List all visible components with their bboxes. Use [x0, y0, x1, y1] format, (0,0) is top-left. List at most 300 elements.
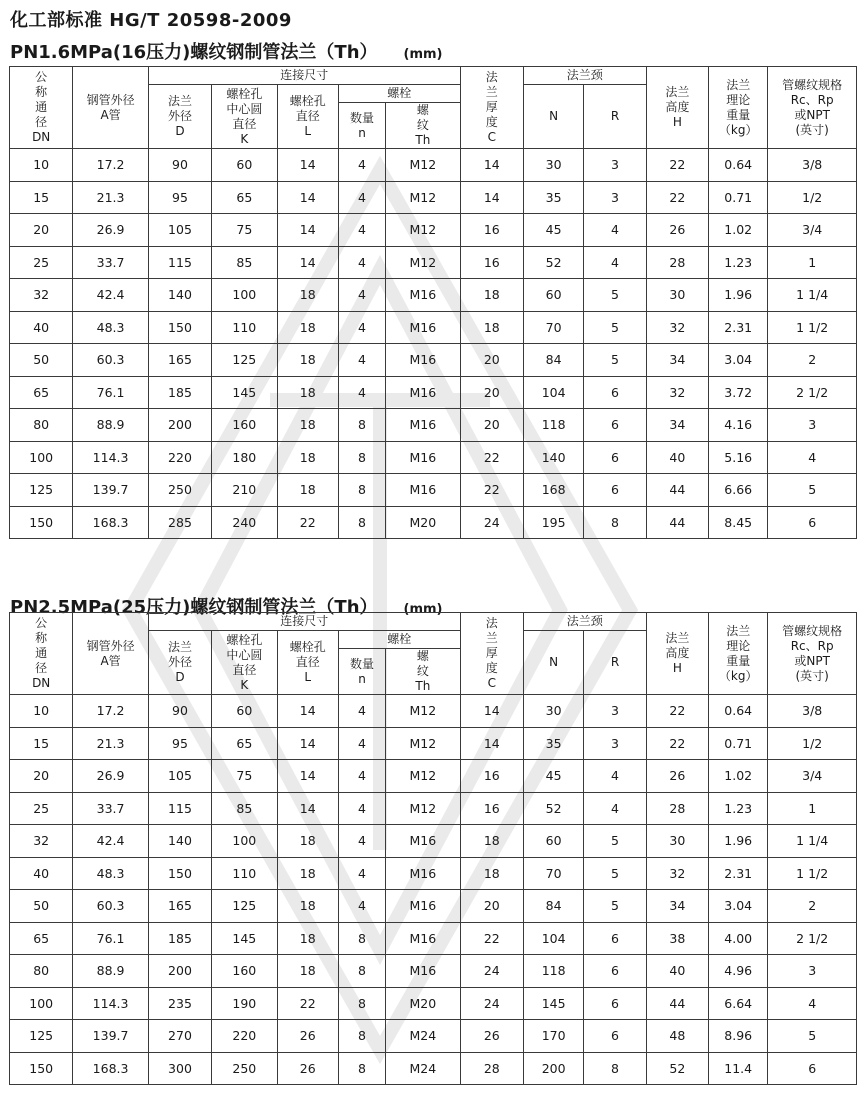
table-cell: 26.9	[73, 760, 148, 793]
header-bolt-qty	[338, 649, 385, 695]
table-cell: 32	[10, 279, 73, 312]
table-cell: 125	[212, 890, 277, 923]
table-cell: 1.96	[709, 825, 768, 858]
table-cell: 22	[646, 727, 708, 760]
table-cell: 8	[338, 409, 385, 442]
table-cell: 18	[460, 857, 523, 890]
table-cell: 80	[10, 409, 73, 442]
table-cell: 16	[460, 214, 523, 247]
table-cell: 160	[212, 409, 277, 442]
table-cell: 14	[460, 181, 523, 214]
table-cell: 34	[646, 409, 708, 442]
table-row	[10, 149, 857, 182]
header-label: 螺栓孔 直径 L	[289, 94, 326, 138]
table-cell: 145	[212, 922, 277, 955]
table-cell: 3/4	[768, 760, 857, 793]
table-cell: M16	[386, 441, 460, 474]
table-cell: 2	[768, 890, 857, 923]
table-cell: 20	[460, 376, 523, 409]
table-cell: 24	[460, 955, 523, 988]
table-cell: 65	[10, 376, 73, 409]
table-cell: 240	[212, 506, 277, 539]
table-cell: 235	[148, 987, 211, 1020]
table-row	[10, 695, 857, 728]
table-cell: 1	[768, 792, 857, 825]
table-cell: 125	[10, 1020, 73, 1053]
table-cell: 4	[338, 344, 385, 377]
table-cell: 18	[277, 279, 338, 312]
table-cell: 22	[646, 695, 708, 728]
header-bolt	[338, 631, 460, 649]
table-cell: 1 1/4	[768, 825, 857, 858]
table-cell: 17.2	[73, 149, 148, 182]
table-cell: 18	[277, 955, 338, 988]
table-cell: 220	[148, 441, 211, 474]
table-cell: 1.02	[709, 760, 768, 793]
table-cell: 60.3	[73, 344, 148, 377]
table-cell: 28	[460, 1052, 523, 1085]
table-cell: 4	[584, 760, 646, 793]
table-cell: 3	[584, 695, 646, 728]
table-cell: 1	[768, 246, 857, 279]
table-row	[10, 246, 857, 279]
table-cell: 5	[584, 311, 646, 344]
table-cell: 145	[523, 987, 583, 1020]
table-cell: 115	[148, 246, 211, 279]
table-cell: 24	[460, 506, 523, 539]
table-cell: 33.7	[73, 246, 148, 279]
table-cell: 140	[148, 279, 211, 312]
table-cell: 70	[523, 857, 583, 890]
table-cell: M24	[386, 1052, 460, 1085]
header-flange-od	[148, 85, 211, 149]
table-cell: M20	[386, 506, 460, 539]
table-cell: 60	[523, 825, 583, 858]
table-row	[10, 376, 857, 409]
table-row	[10, 279, 857, 312]
table-cell: 15	[10, 181, 73, 214]
table-cell: 100	[10, 441, 73, 474]
table-cell: 4	[338, 279, 385, 312]
table-cell: 8.45	[709, 506, 768, 539]
table-cell: 65	[10, 922, 73, 955]
table-cell: 84	[523, 344, 583, 377]
table-row	[10, 474, 857, 507]
table-cell: 8	[338, 506, 385, 539]
header-label: 法 兰 厚 度 C	[485, 70, 498, 144]
header-thread-spec	[768, 67, 857, 149]
table-cell: 3	[584, 727, 646, 760]
table-cell: 104	[523, 376, 583, 409]
table-cell: 35	[523, 727, 583, 760]
table-cell: 76.1	[73, 922, 148, 955]
table-cell: 5.16	[709, 441, 768, 474]
header-label: R	[610, 109, 620, 123]
table-cell: 70	[523, 311, 583, 344]
header-flange-od	[148, 631, 211, 695]
table-cell: 100	[10, 987, 73, 1020]
table-cell: 60	[212, 695, 277, 728]
header-connection	[148, 613, 460, 631]
table-cell: M12	[386, 246, 460, 279]
table-cell: 34	[646, 890, 708, 923]
table-cell: 8	[338, 1052, 385, 1085]
header-label: 管螺纹规格 Rc、Rp 或NPT (英寸)	[782, 623, 843, 683]
table-cell: 150	[148, 857, 211, 890]
header-label: N	[549, 655, 559, 669]
header-pipe-od	[73, 613, 148, 695]
header-neck	[523, 613, 646, 631]
table-cell: 5	[584, 890, 646, 923]
header-label: N	[549, 109, 559, 123]
table-cell: 22	[460, 474, 523, 507]
header-label: 钢管外径 A管	[86, 92, 135, 122]
table-cell: 4	[584, 792, 646, 825]
table-cell: 3/8	[768, 149, 857, 182]
header-dn	[10, 67, 73, 149]
table-cell: 6	[768, 506, 857, 539]
table-cell: 16	[460, 760, 523, 793]
table-cell: 6	[584, 474, 646, 507]
table-cell: 14	[277, 181, 338, 214]
table-cell: 76.1	[73, 376, 148, 409]
table-cell: 270	[148, 1020, 211, 1053]
flange-table-pn25	[9, 612, 857, 1085]
table-cell: 35	[523, 181, 583, 214]
table-cell: 8	[338, 1020, 385, 1053]
table-cell: 32	[646, 376, 708, 409]
table-cell: M12	[386, 792, 460, 825]
header-label: 连接尺寸	[280, 614, 329, 628]
table-cell: 3.04	[709, 344, 768, 377]
table-cell: 90	[148, 149, 211, 182]
header-label: 螺栓孔 直径 L	[289, 640, 326, 684]
table-cell: 6	[584, 1020, 646, 1053]
table-cell: 32	[646, 311, 708, 344]
table-cell: 1 1/2	[768, 857, 857, 890]
table-cell: 14	[277, 760, 338, 793]
table-cell: M16	[386, 311, 460, 344]
table-cell: 21.3	[73, 181, 148, 214]
table-cell: 88.9	[73, 409, 148, 442]
table-cell: 118	[523, 955, 583, 988]
table-cell: 44	[646, 474, 708, 507]
table-cell: 48.3	[73, 857, 148, 890]
table-cell: 1.23	[709, 792, 768, 825]
header-label: 法兰 理论 重量 （kg）	[718, 77, 758, 137]
table-cell: 32	[646, 857, 708, 890]
table-cell: 14	[460, 149, 523, 182]
table-cell: 16	[460, 792, 523, 825]
table-row	[10, 727, 857, 760]
table-cell: 4	[338, 181, 385, 214]
table-cell: 1/2	[768, 181, 857, 214]
table-row	[10, 214, 857, 247]
table-cell: 85	[212, 792, 277, 825]
header-bolt-hole	[277, 85, 338, 149]
table-cell: 4	[338, 825, 385, 858]
table-cell: 14	[277, 149, 338, 182]
table-cell: 110	[212, 857, 277, 890]
header-label: 连接尺寸	[280, 68, 329, 82]
table-cell: 8	[584, 1052, 646, 1085]
table-cell: 6.66	[709, 474, 768, 507]
table-cell: 200	[148, 409, 211, 442]
table-cell: 185	[148, 376, 211, 409]
header-label: 螺栓孔 中心圆 直径 K	[226, 632, 263, 692]
table-cell: M12	[386, 214, 460, 247]
table-cell: 11.4	[709, 1052, 768, 1085]
table-cell: 250	[148, 474, 211, 507]
table-cell: 22	[277, 506, 338, 539]
header-label: 法兰 高度 H	[665, 631, 690, 675]
table-cell: 125	[212, 344, 277, 377]
table-cell: 0.64	[709, 695, 768, 728]
header-thread-spec	[768, 613, 857, 695]
table-cell: 170	[523, 1020, 583, 1053]
table-cell: 65	[212, 727, 277, 760]
standard-title: 化工部标准 HG/T 20598-2009	[10, 10, 292, 31]
table-cell: 6	[584, 955, 646, 988]
header-weight	[709, 67, 768, 149]
table-cell: 18	[460, 311, 523, 344]
table-cell: 6	[584, 922, 646, 955]
table-row	[10, 760, 857, 793]
table-cell: 26.9	[73, 214, 148, 247]
table-cell: M12	[386, 760, 460, 793]
table-cell: 4	[338, 246, 385, 279]
header-bolt	[338, 85, 460, 103]
table-cell: 118	[523, 409, 583, 442]
table-cell: 115	[148, 792, 211, 825]
table-cell: 1 1/2	[768, 311, 857, 344]
table-cell: 20	[460, 890, 523, 923]
table-cell: 5	[584, 344, 646, 377]
table-cell: 40	[646, 955, 708, 988]
table-cell: 100	[212, 825, 277, 858]
table-cell: 1/2	[768, 727, 857, 760]
table-cell: 1.02	[709, 214, 768, 247]
header-label: 法 兰 厚 度 C	[485, 616, 498, 690]
table-cell: 45	[523, 760, 583, 793]
table-row	[10, 181, 857, 214]
section-title-pn16	[10, 38, 443, 64]
table-cell: 4	[584, 214, 646, 247]
table-cell: 88.9	[73, 955, 148, 988]
table-cell: 4	[338, 311, 385, 344]
table-cell: 4	[338, 695, 385, 728]
header-label: 螺栓	[387, 632, 412, 646]
table-cell: 300	[148, 1052, 211, 1085]
table-cell: 3	[768, 955, 857, 988]
table-cell: 2.31	[709, 311, 768, 344]
table-cell: 6	[584, 376, 646, 409]
table-cell: 168.3	[73, 1052, 148, 1085]
table-row	[10, 792, 857, 825]
table-cell: 105	[148, 760, 211, 793]
table-row	[10, 1052, 857, 1085]
section-title-text: PN2.5MPa(25压力)螺纹钢制管法兰（Th）	[10, 597, 378, 618]
table-cell: 2	[768, 344, 857, 377]
table-row	[10, 922, 857, 955]
table-cell: 3/4	[768, 214, 857, 247]
table-cell: M16	[386, 344, 460, 377]
table-cell: 3	[768, 409, 857, 442]
table-cell: 1.23	[709, 246, 768, 279]
table-cell: 4.96	[709, 955, 768, 988]
table-cell: 32	[10, 825, 73, 858]
table-cell: 20	[460, 409, 523, 442]
header-label: 法兰 外径 D	[167, 94, 192, 138]
table-cell: 104	[523, 922, 583, 955]
table-cell: 8	[584, 506, 646, 539]
header-label: 公 称 通 径 DN	[32, 616, 51, 690]
table-cell: 95	[148, 727, 211, 760]
table-cell: 85	[212, 246, 277, 279]
table-cell: 52	[523, 246, 583, 279]
table-cell: 48	[646, 1020, 708, 1053]
header-label: 钢管外径 A管	[86, 638, 135, 668]
table-cell: 2 1/2	[768, 922, 857, 955]
table-cell: 48.3	[73, 311, 148, 344]
table-cell: 5	[584, 279, 646, 312]
header-label: 管螺纹规格 Rc、Rp 或NPT (英寸)	[782, 77, 843, 137]
table-cell: 4	[338, 727, 385, 760]
header-label: 法兰 理论 重量 （kg）	[718, 623, 758, 683]
flange-table-pn16	[9, 66, 857, 539]
table-cell: 139.7	[73, 474, 148, 507]
table-row	[10, 857, 857, 890]
table-cell: 285	[148, 506, 211, 539]
table-cell: 60.3	[73, 890, 148, 923]
table-cell: 8	[338, 922, 385, 955]
table-cell: 30	[523, 149, 583, 182]
table-cell: 18	[277, 474, 338, 507]
table-cell: 125	[10, 474, 73, 507]
table-cell: M16	[386, 474, 460, 507]
table-cell: 17.2	[73, 695, 148, 728]
table-row	[10, 1020, 857, 1053]
table-cell: 18	[460, 825, 523, 858]
table-cell: 42.4	[73, 825, 148, 858]
table-cell: 18	[277, 376, 338, 409]
header-neck-n	[523, 631, 583, 695]
table-cell: 28	[646, 246, 708, 279]
table-cell: 14	[277, 792, 338, 825]
table-cell: 65	[212, 181, 277, 214]
header-weight	[709, 613, 768, 695]
table-cell: 18	[277, 857, 338, 890]
table-cell: M16	[386, 825, 460, 858]
section-title-text: PN1.6MPa(16压力)螺纹钢制管法兰（Th）	[10, 42, 378, 63]
table-cell: 95	[148, 181, 211, 214]
table-cell: 250	[212, 1052, 277, 1085]
table-cell: 10	[10, 695, 73, 728]
header-height	[646, 613, 708, 695]
header-label: 螺栓孔 中心圆 直径 K	[226, 86, 263, 146]
table-cell: 0.71	[709, 727, 768, 760]
table-cell: 8	[338, 474, 385, 507]
table-row	[10, 441, 857, 474]
header-label: 公 称 通 径 DN	[32, 70, 51, 144]
table-cell: M16	[386, 376, 460, 409]
table-cell: 3	[584, 149, 646, 182]
table-cell: 10	[10, 149, 73, 182]
table-cell: 22	[460, 922, 523, 955]
table-row	[10, 825, 857, 858]
table-cell: 26	[277, 1020, 338, 1053]
table-row	[10, 409, 857, 442]
table-cell: 110	[212, 311, 277, 344]
table-row	[10, 311, 857, 344]
header-thickness	[460, 613, 523, 695]
table-cell: 4.00	[709, 922, 768, 955]
header-label: 法兰颈	[566, 68, 603, 82]
table-cell: 22	[646, 181, 708, 214]
table-cell: 30	[646, 279, 708, 312]
header-label: 螺栓	[387, 86, 412, 100]
table-cell: 150	[148, 311, 211, 344]
table-cell: 4	[338, 792, 385, 825]
table-cell: 4	[768, 987, 857, 1020]
table-cell: 25	[10, 246, 73, 279]
table-cell: 200	[523, 1052, 583, 1085]
table-cell: 165	[148, 890, 211, 923]
table-cell: 5	[584, 825, 646, 858]
table-cell: 8.96	[709, 1020, 768, 1053]
table-row	[10, 506, 857, 539]
table-cell: 60	[212, 149, 277, 182]
header-bolt-thread	[386, 649, 460, 695]
header-label: R	[610, 655, 620, 669]
table-cell: 3	[584, 181, 646, 214]
table-cell: 114.3	[73, 987, 148, 1020]
table-cell: 0.64	[709, 149, 768, 182]
table-cell: 52	[646, 1052, 708, 1085]
header-bolt-hole	[277, 631, 338, 695]
table-cell: M12	[386, 181, 460, 214]
table-cell: 33.7	[73, 792, 148, 825]
table-cell: M12	[386, 727, 460, 760]
header-bolt-thread	[386, 103, 460, 149]
table-cell: M16	[386, 857, 460, 890]
table-cell: 4	[768, 441, 857, 474]
header-connection	[148, 67, 460, 85]
table-row	[10, 955, 857, 988]
table-cell: 2 1/2	[768, 376, 857, 409]
header-bolt-circle	[212, 85, 277, 149]
table-cell: 150	[10, 1052, 73, 1085]
table-cell: 18	[277, 409, 338, 442]
table-cell: 14	[277, 695, 338, 728]
table-cell: 90	[148, 695, 211, 728]
header-neck-n	[523, 85, 583, 149]
table-cell: 40	[10, 857, 73, 890]
header-label: 数量 n	[350, 656, 375, 686]
table-cell: 38	[646, 922, 708, 955]
header-pipe-od	[73, 67, 148, 149]
table-cell: 220	[212, 1020, 277, 1053]
header-label: 法兰 高度 H	[665, 85, 690, 129]
table-cell: 168.3	[73, 506, 148, 539]
table-cell: 6.64	[709, 987, 768, 1020]
table-cell: 24	[460, 987, 523, 1020]
table-cell: 25	[10, 792, 73, 825]
table-cell: 210	[212, 474, 277, 507]
table-cell: 140	[523, 441, 583, 474]
table-cell: 3.04	[709, 890, 768, 923]
table-cell: 4	[338, 376, 385, 409]
